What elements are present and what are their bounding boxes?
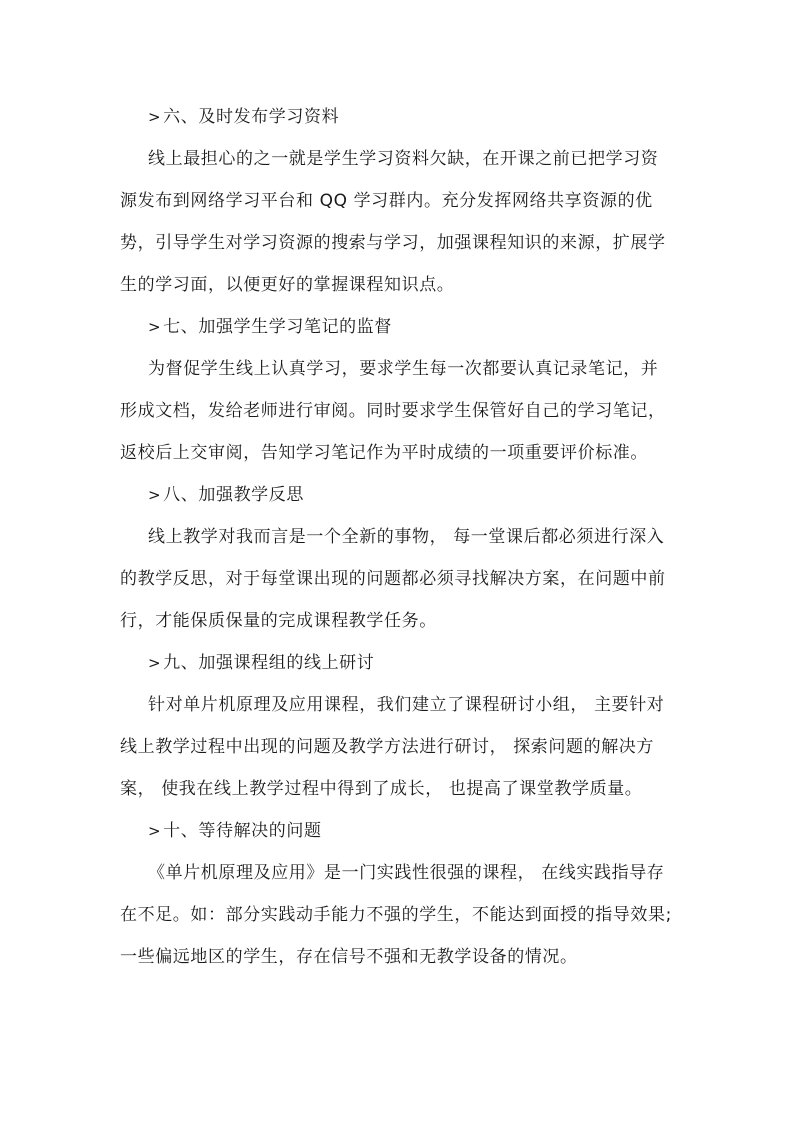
paragraph-line: 《单片机原理及应用》是一门实践性很强的课程， 在线实践指导存 bbox=[148, 863, 665, 883]
heading-marker: > bbox=[148, 108, 162, 126]
paragraph-line: 形成文档，发给老师进行审阅。同时要求学生保管好自己的学习笔记， bbox=[120, 401, 666, 421]
section-heading bbox=[120, 474, 680, 516]
section-8 bbox=[120, 474, 680, 642]
paragraph-line: 返校后上交审阅，告知学习笔记作为平时成绩的一项重要评价标准。 bbox=[120, 443, 648, 463]
heading-marker: > bbox=[148, 654, 162, 672]
section-10 bbox=[120, 810, 680, 978]
heading-marker: > bbox=[148, 318, 162, 336]
heading-marker: > bbox=[148, 486, 162, 504]
heading-marker: > bbox=[148, 822, 162, 840]
paragraph-line: 案， 使我在线上教学过程中得到了成长， 也提高了课堂教学质量。 bbox=[120, 779, 643, 799]
heading-text: 七、加强学生学习笔记的监督 bbox=[163, 317, 392, 337]
paragraph-line: 为督促学生线上认真学习，要求学生每一次都要认真记录笔记，并 bbox=[148, 359, 659, 379]
paragraph-line: 生的学习面，以便更好的掌握课程知识点。 bbox=[120, 275, 455, 295]
section-6 bbox=[120, 96, 680, 306]
section-heading bbox=[120, 306, 680, 348]
section-heading bbox=[120, 642, 680, 684]
heading-text: 九、加强课程组的线上研讨 bbox=[163, 653, 375, 673]
paragraph-line: 一些偏远地区的学生，存在信号不强和无教学设备的情况。 bbox=[120, 947, 578, 967]
paragraph-line: 行，才能保质保量的完成课程教学任务。 bbox=[120, 611, 437, 631]
section-heading bbox=[120, 810, 680, 852]
section-heading bbox=[120, 96, 680, 138]
heading-text: 八、加强教学反思 bbox=[163, 485, 304, 505]
paragraph-line: 线上教学对我而言是一个全新的事物， 每一堂课后都必须进行深入 bbox=[148, 527, 665, 547]
paragraph-line: 的教学反思，对于每堂课出现的问题都必须寻找解决方案，在问题中前 bbox=[120, 569, 666, 589]
section-7 bbox=[120, 306, 680, 474]
paragraph-line: 线上教学过程中出现的问题及教学方法进行研讨， 探索问题的解决方 bbox=[120, 737, 655, 757]
paragraph-line: 线上最担心的之一就是学生学习资料欠缺，在开课之前已把学习资 bbox=[148, 149, 659, 169]
heading-text: 十、等待解决的问题 bbox=[163, 821, 322, 841]
paragraph-line: 势，引导学生对学习资源的搜索与学习，加强课程知识的来源，扩展学 bbox=[120, 233, 666, 253]
heading-text: 六、及时发布学习资料 bbox=[163, 107, 340, 127]
section-9 bbox=[120, 642, 680, 810]
paragraph-line: 在不足。如：部分实践动手能力不强的学生，不能达到面授的指导效果; bbox=[120, 905, 672, 925]
document-page bbox=[120, 96, 680, 978]
paragraph-line: 源发布到网络学习平台和 QQ 学习群内。充分发挥网络共享资源的优 bbox=[120, 191, 653, 211]
paragraph-line: 针对单片机原理及应用课程，我们建立了课程研讨小组， 主要针对 bbox=[148, 695, 665, 715]
